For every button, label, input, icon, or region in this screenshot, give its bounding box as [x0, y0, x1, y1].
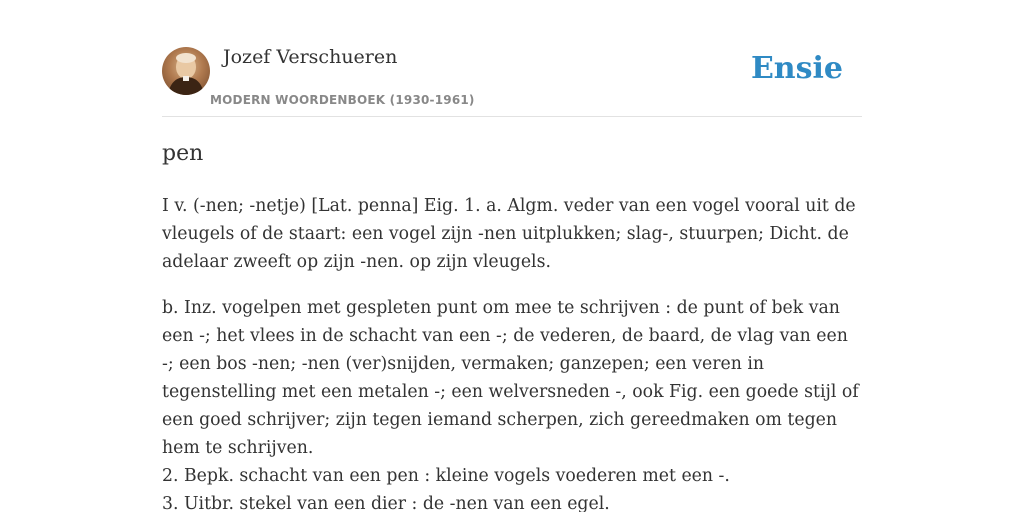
- brand-logo[interactable]: Ensie: [750, 51, 843, 86]
- entry-title: pen: [162, 141, 204, 166]
- definition-line: 3. Uitbr. stekel van een dier : de -nen van een egel.: [162, 494, 610, 512]
- author-name[interactable]: Jozef Verschueren: [223, 46, 398, 68]
- portrait-icon: [162, 47, 210, 95]
- definition-paragraph: I v. (-nen; -netje) [Lat. penna] Eig. 1. a. Algm. veder van een vogel vooral uit de vleugels of de staart: een vogel zijn -nen uitplukken; slag-, stuurpen; Dicht. de adelaar zweeft op zijn -nen. op zijn vleugels.: [162, 196, 856, 272]
- source-label[interactable]: MODERN WOORDENBOEK (1930-1961): [210, 93, 475, 107]
- definition-paragraph: [162, 294, 862, 512]
- author-avatar[interactable]: [162, 47, 210, 95]
- definition-line: 2. Bepk. schacht van een pen : kleine vogels voederen met een -.: [162, 466, 730, 486]
- definition-line: b. Inz. vogelpen met gespleten punt om mee te schrijven : de punt of bek van een -; het vlees in de schacht van een -; de vederen, de baard, de vlag van een -; een bos -nen; -nen (ver)snijden, vermaken; ganzepen; een veren in tegenstelling met een metalen -; een welversneden -, ook Fig. een goede stijl of een goed schrijver; zijn tegen iemand scherpen, zich gereedmaken om tegen hem te schrijven.: [162, 298, 859, 458]
- entry-body: [162, 192, 862, 512]
- entry-card: [162, 0, 862, 512]
- entry-header: [162, 0, 862, 117]
